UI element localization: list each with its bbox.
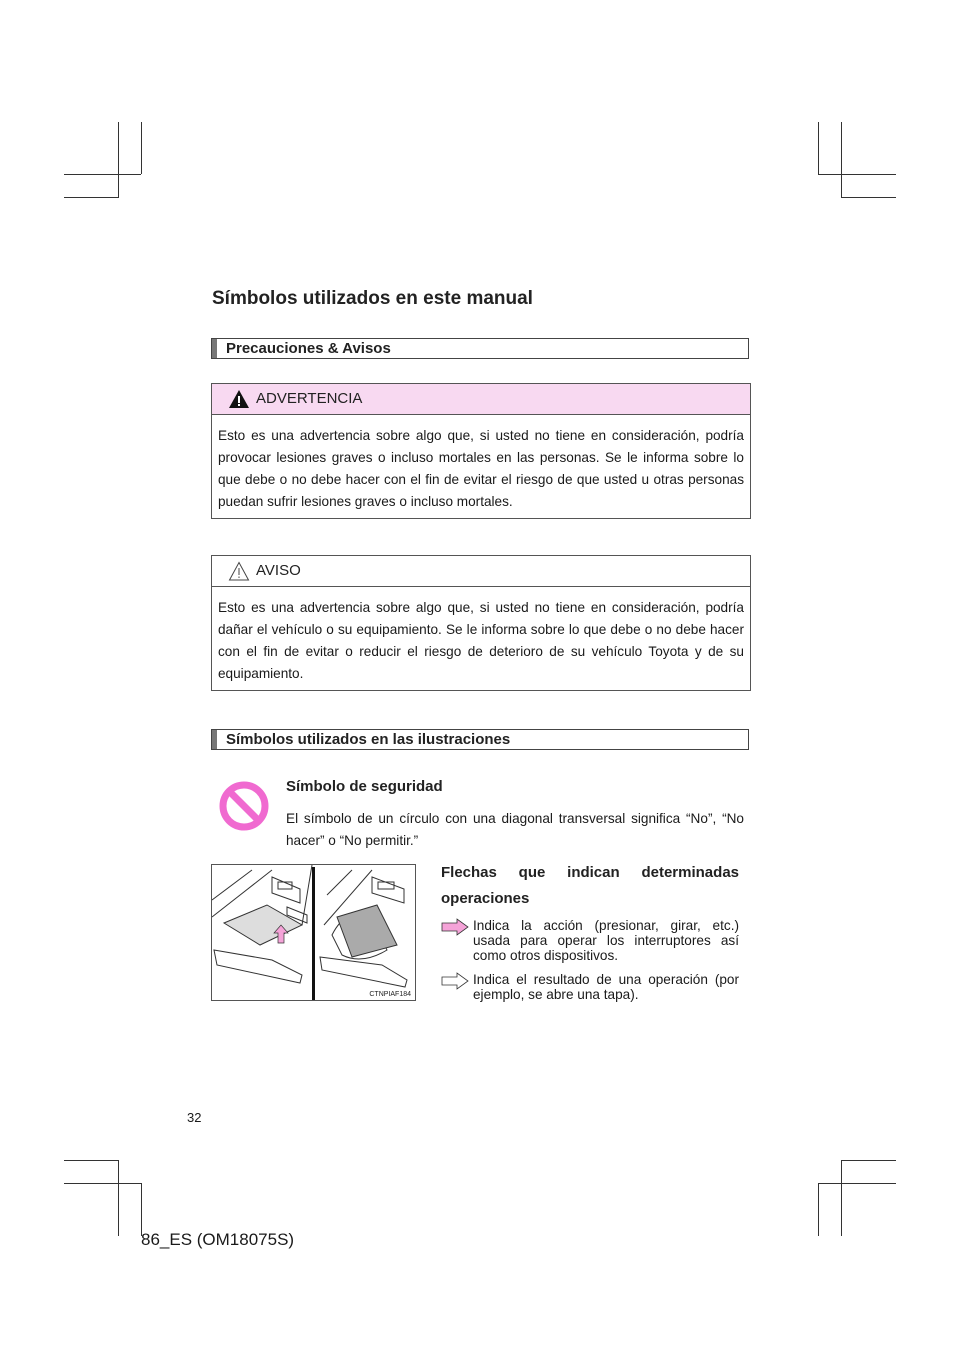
- section-header-illustrations: [211, 729, 749, 750]
- arrow-result-text: Indica el resultado de una operación (por ejemplo, se abre una tapa).: [473, 972, 739, 1002]
- crop-mark: [64, 1160, 118, 1161]
- crop-mark: [118, 122, 119, 198]
- pink-arrow-icon: [441, 918, 469, 941]
- safety-symbol-title: Símbolo de seguridad: [286, 778, 443, 795]
- crop-mark: [64, 1183, 141, 1184]
- notice-box: [211, 555, 751, 691]
- warning-box: [211, 383, 751, 519]
- arrow-action-text: Indica la acción (presionar, girar, etc.) usada para operar los interruptores así como otros dispositivos.: [473, 918, 739, 963]
- warning-triangle-icon: [228, 389, 250, 414]
- illustration: [211, 864, 416, 1001]
- crop-mark: [141, 122, 142, 174]
- crop-mark: [841, 1160, 896, 1161]
- crop-mark: [64, 174, 141, 175]
- crop-mark: [818, 122, 819, 174]
- notice-body: Esto es una advertencia sobre algo que, si usted no tiene en consideración, podría dañar el vehículo o su equipamiento. Se le informa sobre lo que debe o no debe hacer con el fin de evitar o reducir el riesgo de deterioro de su vehículo Toyota y de su equipamiento.: [218, 600, 744, 681]
- arrows-title: Flechas que indican determinadas operaciones: [441, 864, 739, 907]
- illustration-code: CTNPIAF184: [369, 991, 411, 998]
- crop-mark: [118, 1160, 119, 1236]
- section-header-precautions: [211, 338, 749, 359]
- prohibition-icon: [218, 780, 270, 837]
- crop-mark: [818, 1183, 896, 1184]
- warning-heading: ADVERTENCIA: [256, 390, 363, 407]
- overhead-console-illustration: [212, 865, 416, 1001]
- footer-code: 86_ES (OM18075S): [141, 1230, 295, 1249]
- crop-mark: [818, 1183, 819, 1236]
- warning-body: Esto es una advertencia sobre algo que, si usted no tiene en consideración, podría provocar lesiones graves o incluso mortales en las personas. Se le informa sobre lo que debe o no debe hacer con el fin de evitar el riesgo de que usted u otras personas puedan sufrir lesiones graves o incluso mortales.: [218, 428, 744, 509]
- crop-mark: [818, 174, 896, 175]
- section-tab: [212, 339, 217, 358]
- caution-triangle-icon: [228, 561, 250, 586]
- section-tab: [212, 730, 217, 749]
- notice-header: [212, 556, 750, 587]
- crop-mark: [64, 197, 118, 198]
- outline-arrow-icon: [441, 972, 469, 995]
- section-title: Símbolos utilizados en las ilustraciones: [226, 731, 511, 748]
- crop-mark: [841, 197, 896, 198]
- notice-heading: AVISO: [256, 562, 301, 579]
- page-title: Símbolos utilizados en este manual: [212, 288, 533, 309]
- crop-mark: [841, 1160, 842, 1236]
- crop-mark: [141, 1183, 142, 1236]
- crop-mark: [841, 122, 842, 198]
- warning-header: [212, 384, 750, 415]
- safety-symbol-body: El símbolo de un círculo con una diagonal transversal significa “No”, “No hacer” o “No permitir.”: [286, 811, 744, 848]
- page-number: 32: [187, 1110, 202, 1125]
- section-title: Precauciones & Avisos: [226, 340, 391, 357]
